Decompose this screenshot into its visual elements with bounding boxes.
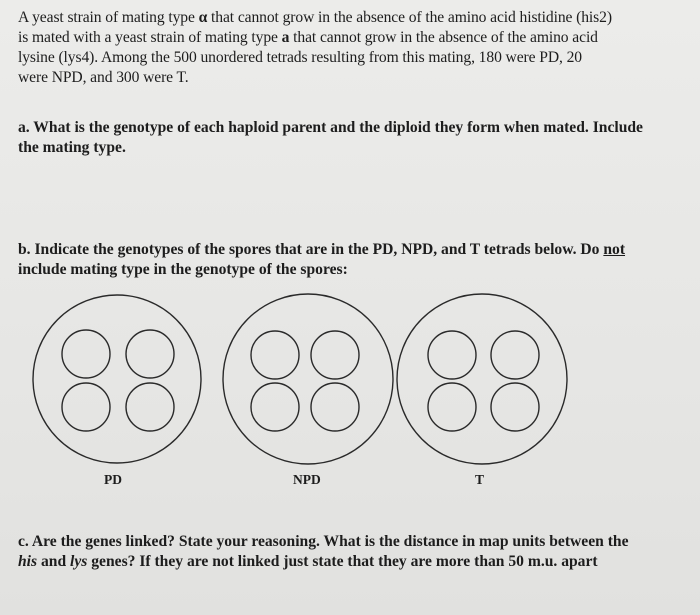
question-b	[18, 240, 688, 280]
spore	[126, 330, 174, 378]
tetrad-t	[397, 294, 567, 464]
ascus-outline	[397, 294, 567, 464]
question-b-line-2: include mating type in the genotype of the spores:	[18, 261, 348, 278]
spore	[428, 383, 476, 431]
spore	[62, 383, 110, 431]
question-a-line-1: a. What is the genotype of each haploid parent and the diploid they form when mated. Include	[18, 119, 643, 136]
question-c-line-2: his and lys genes? If they are not linked just state that they are more than 50 m.u. apart	[18, 553, 598, 570]
gene-his: his	[18, 553, 38, 570]
problem-intro	[18, 8, 688, 88]
intro-line-1: A yeast strain of mating type α that cannot grow in the absence of the amino acid histidine (his2)	[18, 9, 612, 26]
ascus-outline	[33, 295, 201, 463]
alpha-symbol: α	[198, 9, 208, 26]
mating-type-a: a	[281, 29, 290, 46]
question-a-line-2: the mating type.	[18, 139, 126, 156]
question-c-line-1: c. Are the genes linked? State your reasoning. What is the distance in map units between the	[18, 533, 629, 550]
intro-line-4: were NPD, and 300 were T.	[18, 69, 189, 86]
tetrad-npd	[223, 294, 393, 464]
spore	[491, 383, 539, 431]
tetrad-diagram	[0, 290, 700, 490]
spore	[62, 330, 110, 378]
spore	[126, 383, 174, 431]
spore	[251, 331, 299, 379]
tetrad-pd	[33, 295, 201, 463]
not-emphasis: not	[603, 241, 626, 258]
gene-lys: lys	[70, 553, 88, 570]
tetrad-label-pd: PD	[104, 472, 122, 487]
ascus-outline	[223, 294, 393, 464]
spore	[251, 383, 299, 431]
question-a	[18, 118, 688, 158]
intro-line-3: lysine (lys4). Among the 500 unordered tetrads resulting from this mating, 180 were PD, 20	[18, 49, 582, 66]
intro-line-2: is mated with a yeast strain of mating type a that cannot grow in the absence of the amino acid	[18, 29, 598, 46]
spore	[428, 331, 476, 379]
question-b-line-1: b. Indicate the genotypes of the spores that are in the PD, NPD, and T tetrads below. Do not	[18, 241, 626, 258]
spore	[311, 331, 359, 379]
spore	[311, 383, 359, 431]
tetrad-label-t: T	[475, 472, 485, 487]
tetrad-label-npd: NPD	[293, 472, 321, 487]
spore	[491, 331, 539, 379]
question-c	[18, 532, 688, 572]
